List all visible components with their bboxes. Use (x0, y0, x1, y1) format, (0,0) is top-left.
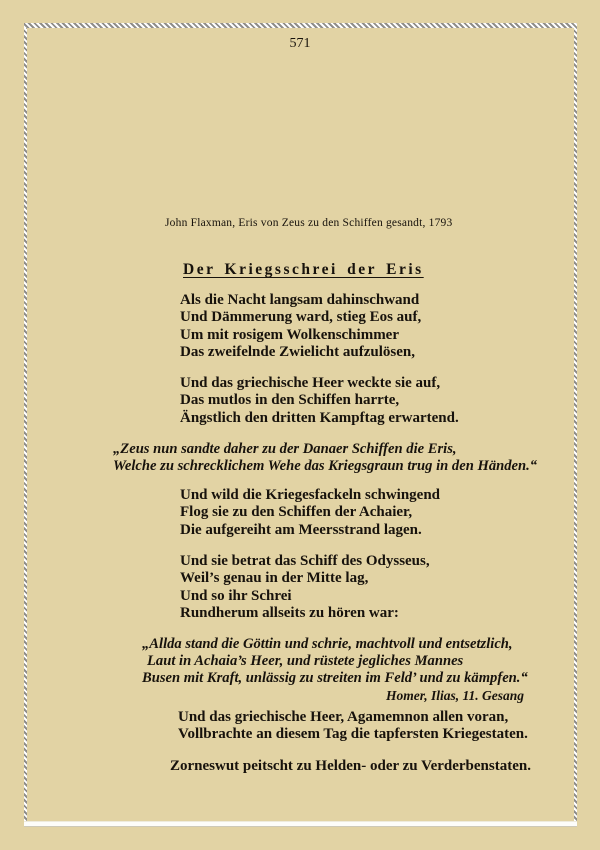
poem-line: Und Dämmerung ward, stieg Eos auf, (180, 309, 422, 326)
quote-attribution: Homer, Ilias, 11. Gesang (385, 688, 524, 703)
frame-edge-bottom (24, 821, 577, 827)
frame-edge-top (24, 23, 577, 28)
poem-line: Die aufgereiht am Meersstrand lagen. (180, 521, 422, 538)
image-caption: John Flaxman, Eris von Zeus zu den Schiffen gesandt, 1793 (165, 217, 453, 229)
stanza-1 (180, 292, 421, 361)
frame-edge-right (574, 28, 577, 821)
poem-line: Um mit rosigem Wolkenschimmer (180, 326, 400, 343)
poem-line: Ängstlich den dritten Kampftag erwartend. (180, 409, 459, 426)
stanza-5 (178, 709, 528, 744)
homer-quote-2 (142, 636, 528, 704)
poem-line: Vollbrachte an diesem Tag die tapfersten Kriegestaten. (178, 726, 528, 743)
poem-line: Das zweifelnde Zwielicht aufzulösen, (180, 343, 415, 360)
stanza-2 (180, 375, 459, 427)
stanza-3 (180, 487, 440, 539)
poem-title: Der Kriegsschrei der Eris (183, 261, 424, 278)
quote-line: „Zeus nun sandte daher zu der Danaer Schiffen die Eris, (113, 441, 457, 457)
poem-line: Flog sie zu den Schiffen der Achaier, (180, 504, 413, 521)
quote-line: Busen mit Kraft, unlässig zu streiten im Feld’ und zu kämpfen.“ (142, 670, 528, 686)
homer-quote-1 (113, 441, 537, 475)
poem-line: Weil’s genau in der Mitte lag, (180, 570, 369, 587)
page-number: 571 (289, 36, 311, 51)
frame-edge-left (24, 28, 27, 821)
poem-line: Und wild die Kriegesfackeln schwingend (180, 487, 441, 503)
closing-line: Zorneswut peitscht zu Helden- oder zu Verderbenstaten. (170, 758, 531, 774)
poem-line: Und das griechische Heer weckte sie auf, (180, 375, 441, 391)
poem-line: Und so ihr Schrei (180, 587, 292, 604)
stanza-4 (180, 553, 430, 622)
poem-line: Als die Nacht langsam dahinschwand (180, 292, 420, 308)
quote-line: Welche zu schrecklichem Wehe das Kriegsgraun trug in den Händen.“ (113, 458, 538, 474)
poem-line: Rundherum allseits zu hören war: (180, 604, 399, 621)
poem-line: Und das griechische Heer, Agamemnon allen voran, (178, 709, 509, 725)
poem-line: Und sie betrat das Schiff des Odysseus, (180, 553, 430, 569)
quote-line: „Allda stand die Göttin und schrie, machtvoll und entsetzlich, (142, 636, 513, 652)
quote-line: Laut in Achaia’s Heer, und rüstete jegliches Mannes (147, 653, 464, 669)
poem-line: Das mutlos in den Schiffen harrte, (180, 392, 400, 409)
